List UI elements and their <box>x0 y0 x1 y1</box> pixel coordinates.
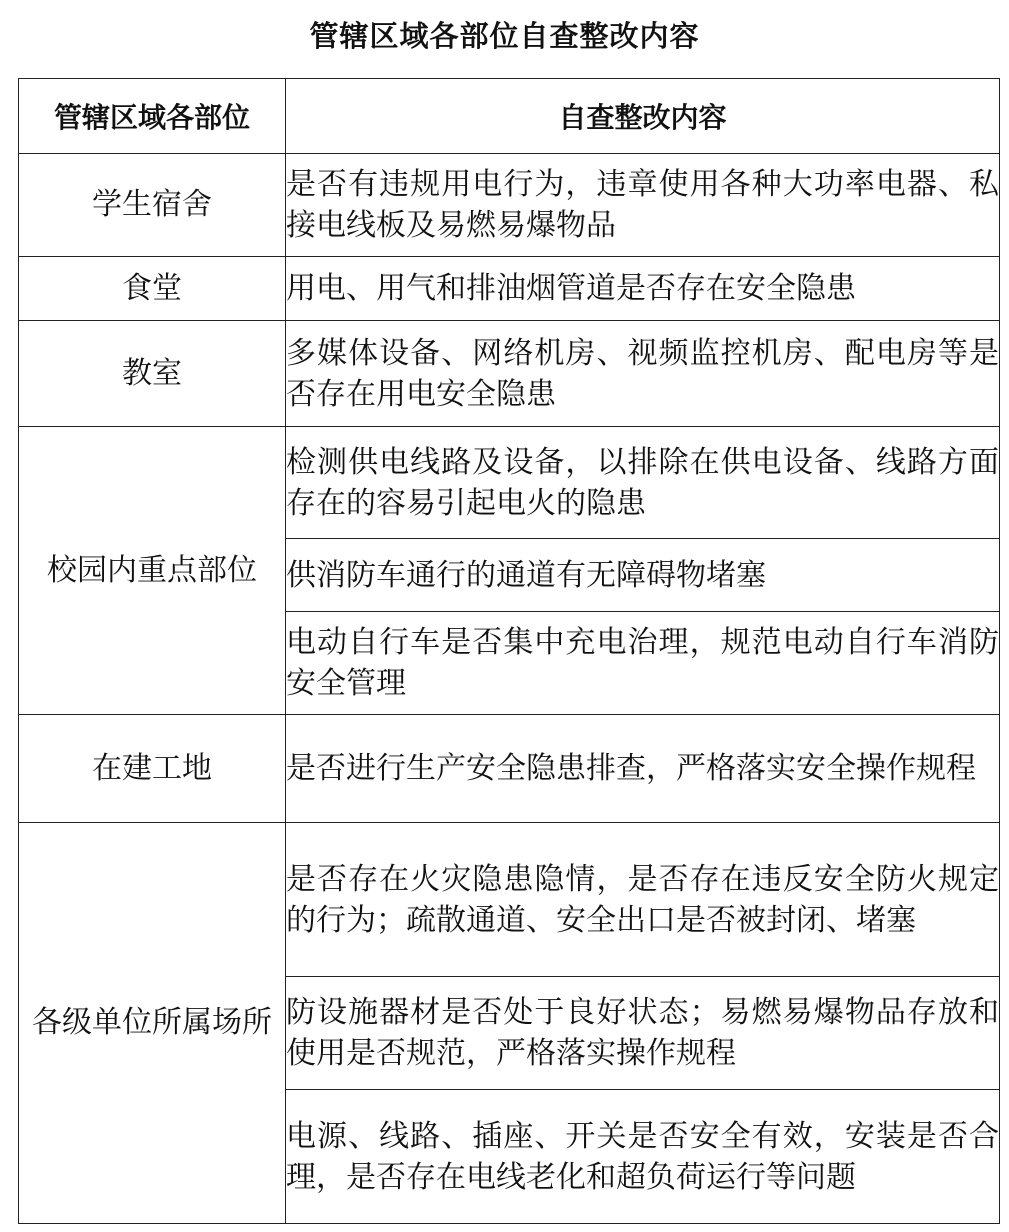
content-cell: 检测供电线路及设备，以排除在供电设备、线路方面存在的容易引起电火的隐患 <box>286 427 1000 539</box>
column-header-area: 管辖区域各部位 <box>19 79 286 154</box>
content-cell: 是否进行生产安全隐患排查，严格落实安全操作规程 <box>286 715 1000 823</box>
page-title: 管辖区域各部位自查整改内容 <box>309 19 700 53</box>
area-cell: 校园内重点部位 <box>19 427 286 715</box>
column-header-content: 自查整改内容 <box>286 79 1000 154</box>
content-cell: 电源、线路、插座、开关是否安全有效，安装是否合理，是否存在电线老化和超负荷运行等问题 <box>286 1090 1000 1224</box>
area-cell: 各级单位所属场所 <box>19 823 286 1224</box>
content-cell: 电动自行车是否集中充电治理，规范电动自行车消防安全管理 <box>286 612 1000 715</box>
content-cell: 多媒体设备、网络机房、视频监控机房、配电房等是否存在用电安全隐患 <box>286 321 1000 427</box>
content-cell: 是否有违规用电行为，违章使用各种大功率电器、私接电线板及易燃易爆物品 <box>286 154 1000 257</box>
table-row <box>19 154 1000 257</box>
table-row <box>19 715 1000 823</box>
area-cell: 教室 <box>19 321 286 427</box>
inspection-table <box>18 78 1000 1224</box>
table-row <box>19 257 1000 321</box>
content-cell: 用电、用气和排油烟管道是否存在安全隐患 <box>286 257 1000 321</box>
table-header-row <box>19 79 1000 154</box>
area-cell: 在建工地 <box>19 715 286 823</box>
table-row <box>19 321 1000 427</box>
content-cell: 供消防车通行的通道有无障碍物堵塞 <box>286 539 1000 612</box>
content-cell: 是否存在火灾隐患隐情，是否存在违反安全防火规定的行为；疏散通道、安全出口是否被封闭、堵塞 <box>286 823 1000 977</box>
table-row <box>19 427 1000 539</box>
area-cell: 食堂 <box>19 257 286 321</box>
area-cell: 学生宿舍 <box>19 154 286 257</box>
table-row <box>19 823 1000 977</box>
content-cell: 防设施器材是否处于良好状态；易燃易爆物品存放和使用是否规范，严格落实操作规程 <box>286 977 1000 1090</box>
